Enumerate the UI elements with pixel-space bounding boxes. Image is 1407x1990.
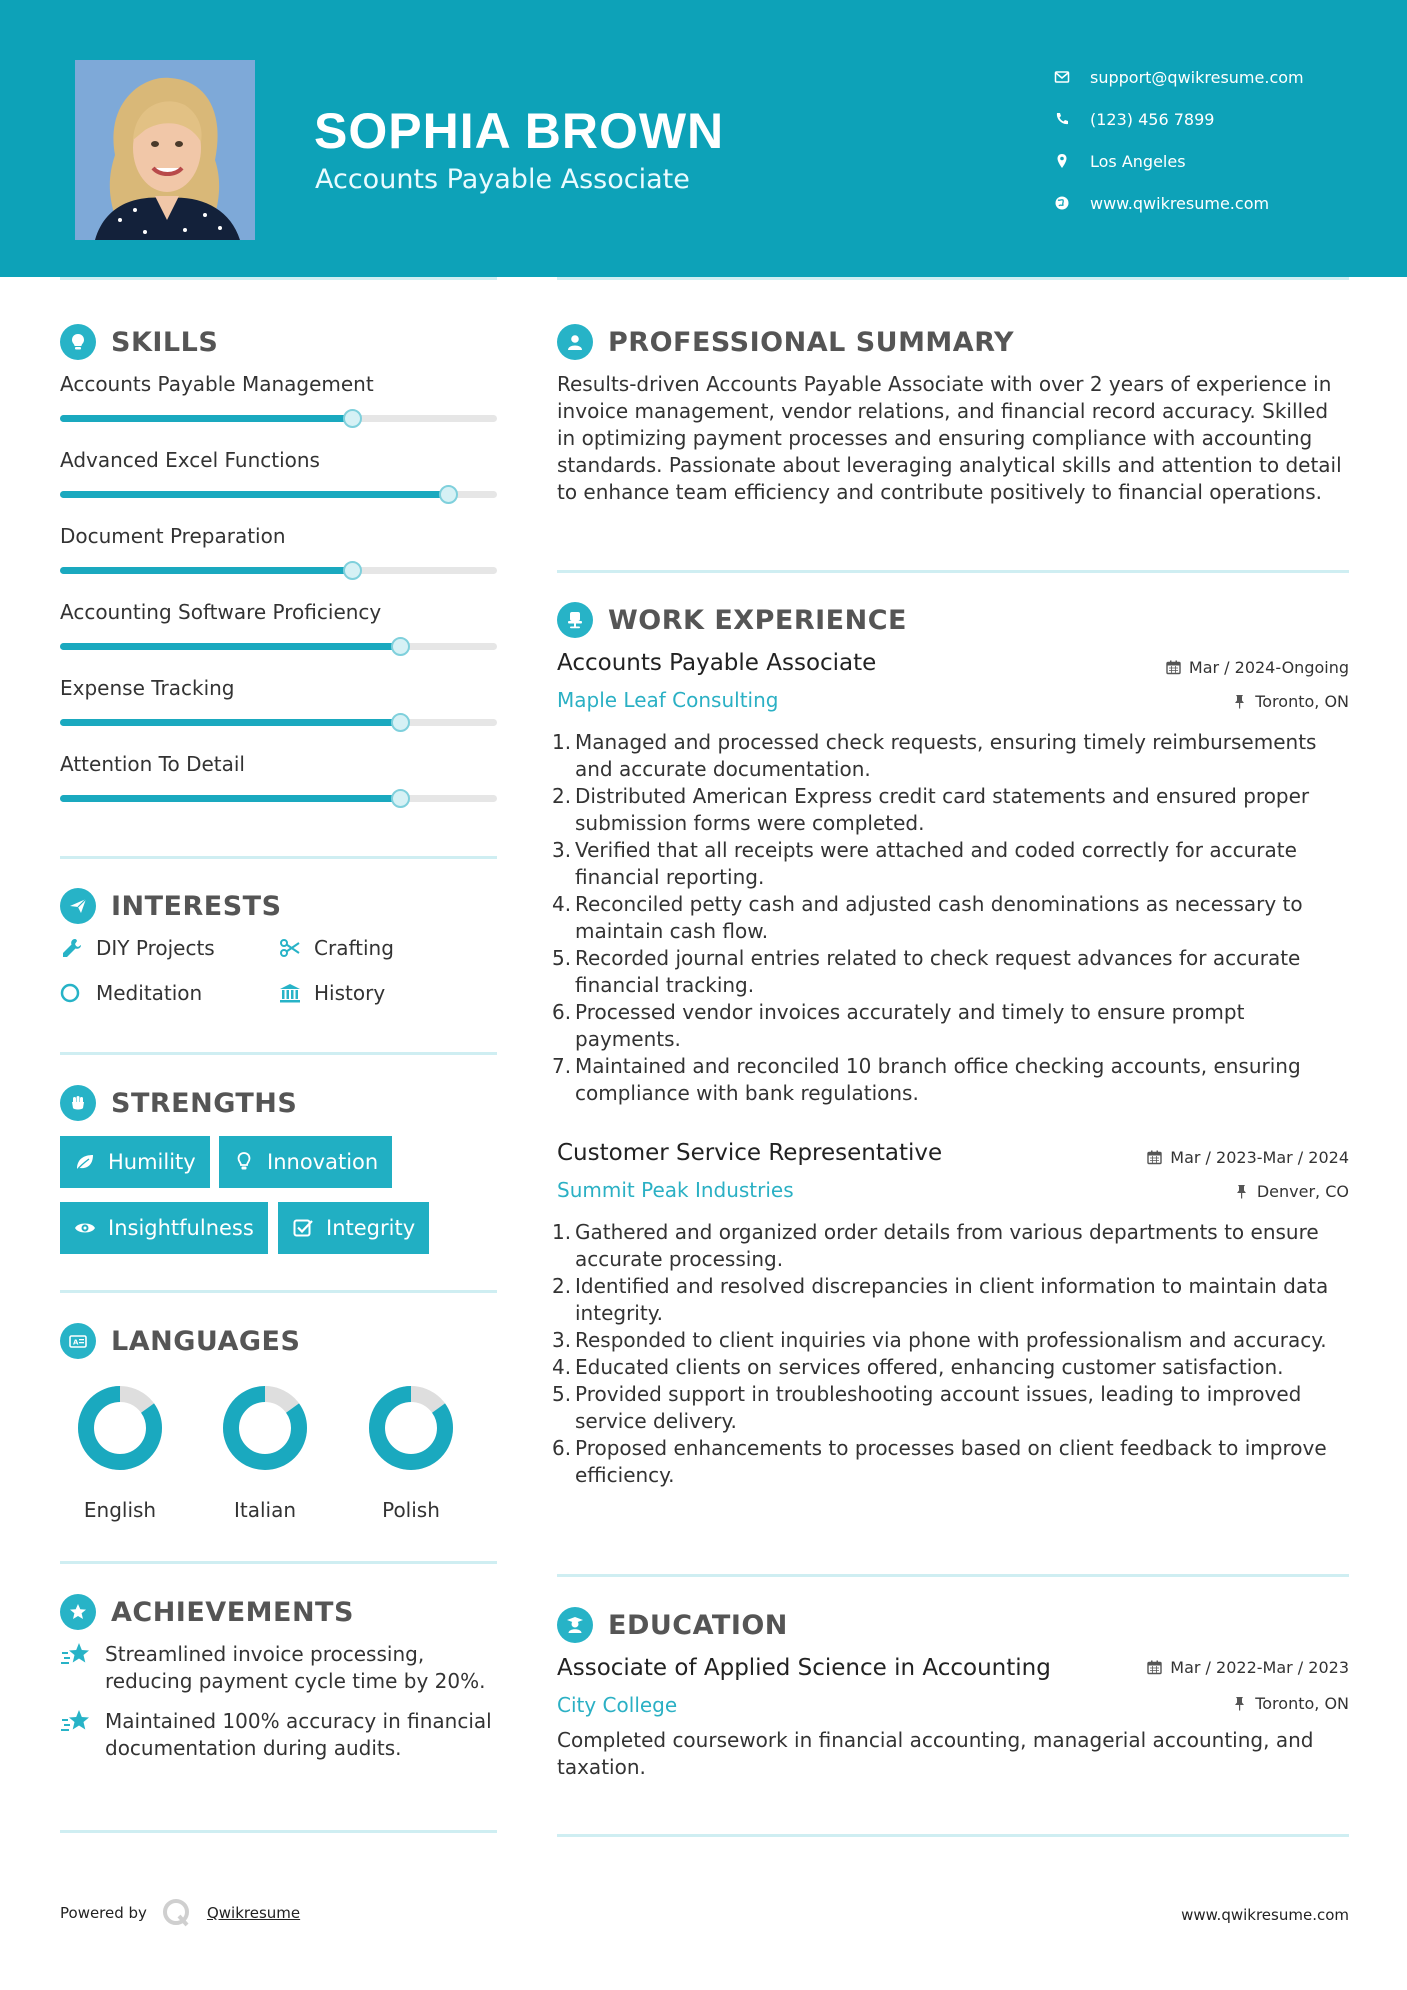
profile-photo: [75, 60, 255, 240]
globe-icon: [1054, 195, 1070, 211]
education-dates: [1147, 1658, 1349, 1677]
bullet-text: Managed and processed check requests, ensuring timely reimbursements and accurate documentation.: [575, 730, 1317, 781]
summary-heading: [557, 324, 1014, 360]
job-title: Customer Service Representative: [557, 1140, 943, 1166]
language-section-icon: [60, 1323, 96, 1359]
contact-location: [1054, 140, 1304, 182]
qwikresume-link[interactable]: Qwikresume: [206, 1904, 301, 1922]
list-item: 5. Provided support in troubleshooting account issues, leading to improved service delivery.: [552, 1382, 1302, 1433]
achievements-heading: [60, 1594, 354, 1630]
briefcase-chair-section-icon: [557, 602, 593, 638]
language-item: [55, 1380, 185, 1522]
contact-website-text: www.qwikresume.com: [1090, 193, 1270, 213]
interests-title: INTERESTS: [111, 890, 282, 922]
skill-bar-track: [60, 415, 497, 422]
education-school: City College: [557, 1693, 678, 1717]
list-item: 6. Proposed enhancements to processes based on client feedback to improve efficiency.: [552, 1436, 1327, 1487]
contact-email-text: support@qwikresume.com: [1090, 67, 1304, 87]
strength-tag: [278, 1202, 429, 1254]
fist-section-icon: [60, 1085, 96, 1121]
job-location: [1232, 692, 1349, 711]
bullet-text: Identified and resolved discrepancies in client information to maintain data integrity.: [575, 1274, 1329, 1325]
footer-website[interactable]: www.qwikresume.com: [1181, 1906, 1349, 1924]
education-description: Completed coursework in financial accounting, managerial accounting, and taxation.: [557, 1728, 1314, 1779]
graduate-section-icon: [557, 1607, 593, 1643]
language-name: Polish: [382, 1498, 440, 1522]
education-dates-text: Mar / 2022-Mar / 2023: [1170, 1658, 1349, 1677]
strength-tag: [60, 1202, 268, 1254]
interest-item: [60, 936, 215, 960]
divider: [557, 1834, 1349, 1837]
skill-bar-fill: [60, 415, 353, 422]
skill-bar-knob: [439, 485, 458, 504]
skill-bar-track: [60, 719, 497, 726]
language-donut: [72, 1380, 168, 1476]
bullet-text: Gathered and organized order details from various departments to ensure accurate processing.: [575, 1220, 1319, 1271]
svg-text:A: A: [73, 1338, 79, 1347]
divider: [60, 1052, 497, 1055]
list-item: 4. Educated clients on services offered, enhancing customer satisfaction.: [552, 1355, 1284, 1379]
map-pin-icon: [1054, 153, 1070, 169]
interest-label: History: [314, 981, 386, 1005]
achievement-text: Streamlined invoice processing, reducing payment cycle time by 20%.: [105, 1642, 486, 1693]
divider: [60, 1830, 497, 1833]
contact-location-text: Los Angeles: [1090, 151, 1186, 171]
calendar-icon: [1147, 1150, 1162, 1165]
bullet-text: Responded to client inquiries via phone with professionalism and accuracy.: [575, 1328, 1327, 1352]
interests-heading: [60, 888, 282, 924]
skill-item: [60, 752, 497, 776]
skill-item: [60, 524, 497, 548]
summary-text: Results-driven Accounts Payable Associate with over 2 years of experience in invoice management, vendor relations, and financial record accuracy. Skilled in optimizing payment processes and ensuring compliance with accounting standards. Passionate about leveraging analytical skills and attention to detail to enhance team efficiency and contribute positively to financial operations.: [557, 372, 1342, 504]
scissors-icon: [278, 936, 302, 960]
contact-list: [1054, 56, 1304, 224]
bullet-text: Recorded journal entries related to check request advances for accurate financial tracking.: [575, 946, 1301, 997]
strength-label: Innovation: [267, 1150, 379, 1174]
bullet-text: Distributed American Express credit card statements and ensured proper submission forms were completed.: [575, 784, 1310, 835]
leaf-icon: [74, 1151, 96, 1173]
pushpin-icon: [1232, 694, 1247, 709]
list-item: 7. Maintained and reconciled 10 branch office checking accounts, ensuring compliance with bank regulations.: [552, 1054, 1301, 1105]
list-item: 1. Managed and processed check requests, ensuring timely reimbursements and accurate documentation.: [552, 730, 1317, 781]
language-donut: [363, 1380, 459, 1476]
list-item: 3. Responded to client inquiries via phone with professionalism and accuracy.: [552, 1328, 1327, 1352]
user-section-icon: [557, 324, 593, 360]
skill-bar-track: [60, 567, 497, 574]
achievement-text: Maintained 100% accuracy in financial documentation during audits.: [105, 1709, 492, 1760]
skill-bar-fill: [60, 491, 449, 498]
strength-label: Integrity: [326, 1216, 416, 1240]
skill-bar-track: [60, 491, 497, 498]
skill-name: Advanced Excel Functions: [60, 448, 320, 472]
job-dates-text: Mar / 2024-Ongoing: [1188, 658, 1349, 677]
skill-name: Accounting Software Proficiency: [60, 600, 382, 624]
job-dates: [1166, 658, 1349, 677]
candidate-title: Accounts Payable Associate: [315, 164, 690, 195]
skill-item: [60, 448, 497, 472]
skill-bar-knob: [391, 637, 410, 656]
skills-title: SKILLS: [111, 326, 219, 358]
skills-heading: [60, 324, 218, 360]
list-item: 2. Distributed American Express credit card statements and ensured proper submission forms were completed.: [552, 784, 1310, 835]
education-degree: Associate of Applied Science in Accounting: [557, 1655, 1051, 1681]
skill-bar-knob: [391, 713, 410, 732]
strength-tag: [60, 1136, 210, 1188]
calendar-icon: [1166, 660, 1181, 675]
portrait-image: [75, 60, 255, 240]
strength-label: Humility: [108, 1150, 196, 1174]
job-location: [1234, 1182, 1349, 1201]
divider: [557, 570, 1349, 573]
qwikresume-logo-icon: [161, 1897, 193, 1929]
experience-title: WORK EXPERIENCE: [608, 604, 907, 636]
skill-bar-fill: [60, 795, 401, 802]
contact-website[interactable]: [1054, 182, 1304, 224]
strength-label: Insightfulness: [108, 1216, 254, 1240]
job-responsibilities: [552, 729, 1349, 1107]
language-name: English: [83, 1498, 157, 1522]
job-company: Summit Peak Industries: [557, 1178, 794, 1202]
paper-plane-section-icon: [60, 888, 96, 924]
bullet-text: Provided support in troubleshooting account issues, leading to improved service delivery.: [575, 1382, 1302, 1433]
resume-header: [0, 0, 1407, 277]
skill-name: Accounts Payable Management: [60, 372, 374, 396]
eye-icon: [74, 1217, 96, 1239]
job-title: Accounts Payable Associate: [557, 650, 877, 676]
list-item: 4. Reconciled petty cash and adjusted cash denominations as necessary to maintain cash flow.: [552, 892, 1303, 943]
list-item: 2. Identified and resolved discrepancies in client information to maintain data integrity.: [552, 1274, 1329, 1325]
bullet-text: Maintained and reconciled 10 branch office checking accounts, ensuring compliance with bank regulations.: [575, 1054, 1301, 1105]
achievements-title: ACHIEVEMENTS: [111, 1596, 354, 1628]
powered-by-text: Powered by: [60, 1904, 147, 1922]
skill-bar-knob: [343, 561, 362, 580]
skill-bar-fill: [60, 719, 401, 726]
contact-email[interactable]: [1054, 56, 1304, 98]
envelope-icon: [1054, 69, 1070, 85]
contact-phone[interactable]: [1054, 98, 1304, 140]
language-donut: [217, 1380, 313, 1476]
languages-heading: [60, 1323, 300, 1359]
candidate-name: SOPHIA BROWN: [314, 103, 725, 159]
education-title: EDUCATION: [608, 1609, 788, 1641]
education-heading: [557, 1607, 788, 1643]
skill-item: [60, 676, 497, 700]
list-item: 5. Recorded journal entries related to check request advances for accurate financial tracking.: [552, 946, 1301, 997]
wrench-icon: [60, 936, 84, 960]
interest-item: [278, 981, 385, 1005]
skill-name: Expense Tracking: [60, 676, 235, 700]
languages-title: LANGUAGES: [111, 1325, 301, 1357]
language-item: [200, 1380, 330, 1522]
bullet-text: Proposed enhancements to processes based on client feedback to improve efficiency.: [575, 1436, 1327, 1487]
skill-bar-track: [60, 643, 497, 650]
experience-heading: [557, 602, 907, 638]
list-item: 1. Gathered and organized order details from various departments to ensure accurate processing.: [552, 1220, 1319, 1271]
skill-bar-track: [60, 795, 497, 802]
bullet-text: Reconciled petty cash and adjusted cash denominations as necessary to maintain cash flow.: [575, 892, 1303, 943]
skill-bar-knob: [391, 789, 410, 808]
divider: [557, 277, 1349, 280]
education-location: [1232, 1694, 1349, 1713]
list-item: 3. Verified that all receipts were attached and coded correctly for accurate financial reporting.: [552, 838, 1297, 889]
bullet-text: Processed vendor invoices accurately and timely to ensure prompt payments.: [575, 1000, 1245, 1051]
job-dates-text: Mar / 2023-Mar / 2024: [1170, 1148, 1349, 1167]
strengths-heading: [60, 1085, 297, 1121]
divider: [60, 277, 497, 280]
skill-name: Document Preparation: [60, 524, 286, 548]
shooting-star-icon: [60, 1641, 92, 1671]
interest-item: [278, 936, 394, 960]
interest-label: DIY Projects: [96, 936, 215, 960]
bullet-text: Educated clients on services offered, enhancing customer satisfaction.: [575, 1355, 1284, 1379]
achievement-item: [60, 1641, 500, 1695]
skill-bar-fill: [60, 643, 401, 650]
job-dates: [1147, 1148, 1349, 1167]
education-location-text: Toronto, ON: [1255, 1694, 1349, 1713]
circle-icon: [60, 981, 84, 1005]
pushpin-icon: [1232, 1696, 1247, 1711]
list-item: 6. Processed vendor invoices accurately and timely to ensure prompt payments.: [552, 1000, 1245, 1051]
contact-phone-text: (123) 456 7899: [1090, 109, 1215, 129]
bullet-text: Verified that all receipts were attached and coded correctly for accurate financial reporting.: [575, 838, 1297, 889]
calendar-icon: [1147, 1660, 1162, 1675]
pushpin-icon: [1234, 1184, 1249, 1199]
skill-name: Attention To Detail: [60, 752, 245, 776]
summary-title: PROFESSIONAL SUMMARY: [608, 326, 1015, 358]
divider: [557, 1574, 1349, 1577]
skill-bar-knob: [343, 409, 362, 428]
skill-item: [60, 600, 497, 624]
star-badge-section-icon: [60, 1594, 96, 1630]
museum-icon: [278, 981, 302, 1005]
divider: [60, 1561, 497, 1564]
job-responsibilities: [552, 1219, 1349, 1489]
shooting-star-icon: [60, 1708, 92, 1738]
interest-label: Meditation: [96, 981, 203, 1005]
strengths-title: STRENGTHS: [111, 1087, 298, 1119]
skill-item: [60, 372, 497, 396]
divider: [60, 1290, 497, 1293]
check-square-icon: [292, 1217, 314, 1239]
job-location-text: Toronto, ON: [1255, 692, 1349, 711]
strength-tag: [219, 1136, 392, 1188]
divider: [60, 856, 497, 859]
lightbulb-section-icon: [60, 324, 96, 360]
lightbulb-icon: [233, 1151, 255, 1173]
interest-item: [60, 981, 202, 1005]
job-company: Maple Leaf Consulting: [557, 688, 779, 712]
language-name: Italian: [233, 1498, 297, 1522]
skill-bar-fill: [60, 567, 353, 574]
language-item: [346, 1380, 476, 1522]
job-location-text: Denver, CO: [1256, 1182, 1349, 1201]
achievement-item: [60, 1708, 500, 1762]
phone-icon: [1054, 111, 1070, 127]
interest-label: Crafting: [314, 936, 394, 960]
footer-powered-by: [60, 1897, 300, 1929]
